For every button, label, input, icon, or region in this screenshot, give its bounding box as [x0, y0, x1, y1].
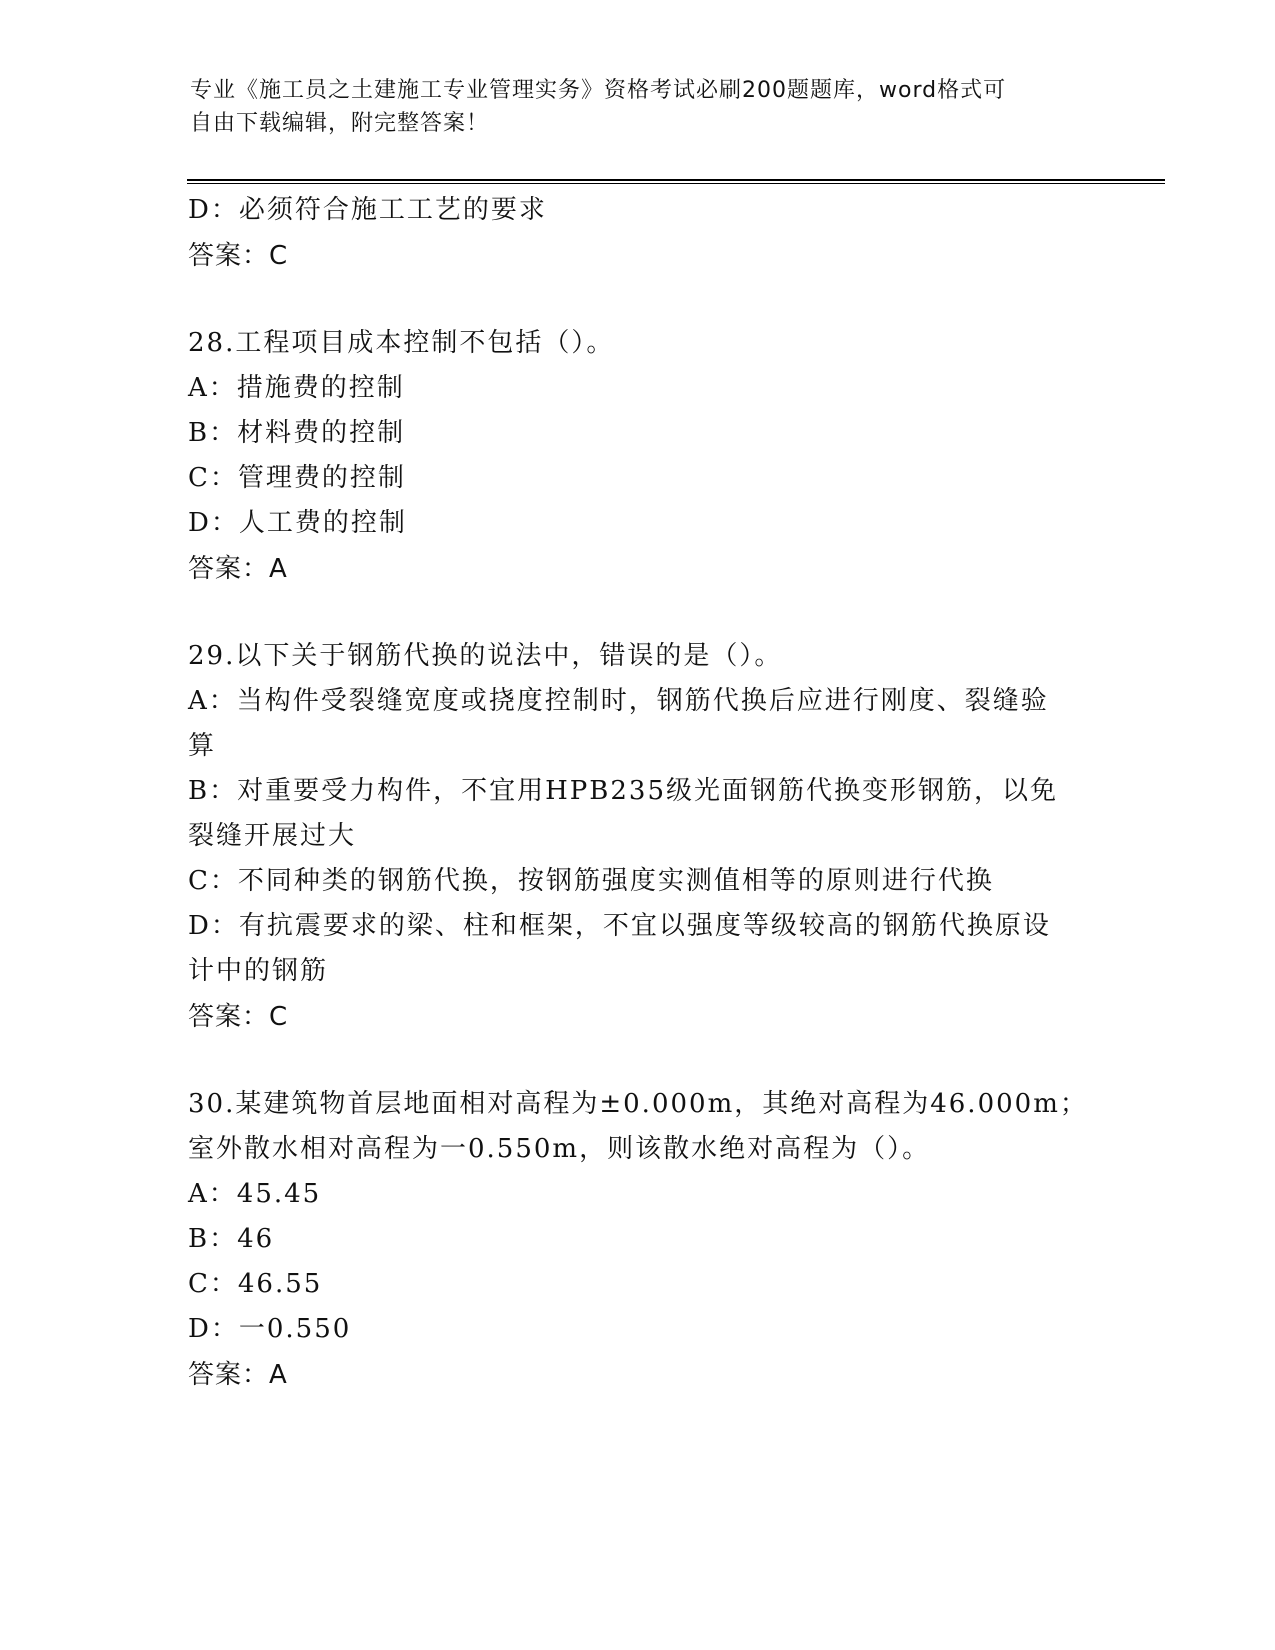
option-c: C：46.55: [188, 1269, 323, 1299]
option-c: C：不同种类的钢筋代换，按钢筋强度实测值相等的原则进行代换: [188, 866, 994, 896]
header-divider-thick: [187, 179, 1165, 181]
option-c: C：管理费的控制: [188, 463, 406, 493]
option-a-continued: 算: [188, 731, 217, 761]
document-header: [190, 74, 1090, 140]
answer-line: 答案：C: [188, 241, 289, 271]
question-text: 30.某建筑物首层地面相对高程为±0.000m，其绝对高程为46.000m；: [188, 1089, 1088, 1119]
question-text: 28.工程项目成本控制不包括（）。: [188, 328, 615, 358]
option-d: D：一0.550: [188, 1314, 352, 1344]
option-a: A：措施费的控制: [188, 373, 405, 403]
answer-line: 答案：C: [188, 1002, 289, 1032]
question-text-continued: 室外散水相对高程为一0.550m，则该散水绝对高程为（）。: [188, 1134, 931, 1164]
answer-line: 答案：A: [188, 554, 288, 584]
answer-line: 答案：A: [188, 1360, 288, 1390]
question-29: [188, 634, 1208, 1040]
option-b: B：46: [188, 1224, 275, 1254]
option-b-continued: 裂缝开展过大: [188, 821, 357, 851]
question-30: [188, 1082, 1208, 1398]
option-a: A：当构件受裂缝宽度或挠度控制时，钢筋代换后应进行刚度、裂缝验: [188, 686, 1049, 716]
option-d: D：有抗震要求的梁、柱和框架，不宜以强度等级较高的钢筋代换原设: [188, 911, 1051, 941]
question-28: [188, 321, 1208, 592]
option-b: B：材料费的控制: [188, 418, 406, 448]
question-27-tail: [188, 188, 1208, 279]
header-title-line-1: 专业《施工员之土建施工专业管理实务》资格考试必刷200题题库，word格式可: [190, 78, 1007, 103]
option-d: D：必须符合施工工艺的要求: [188, 195, 547, 225]
option-a: A：45.45: [188, 1179, 322, 1209]
question-text: 29.以下关于钢筋代换的说法中，错误的是（）。: [188, 641, 783, 671]
header-divider-thin: [187, 183, 1165, 184]
header-title-line-2: 自由下载编辑，附完整答案！: [190, 111, 490, 136]
option-b: B：对重要受力构件，不宜用HPB235级光面钢筋代换变形钢筋，以免: [188, 776, 1059, 806]
question-list: [188, 188, 1208, 1398]
option-d-continued: 计中的钢筋: [188, 956, 329, 986]
option-d: D：人工费的控制: [188, 508, 407, 538]
